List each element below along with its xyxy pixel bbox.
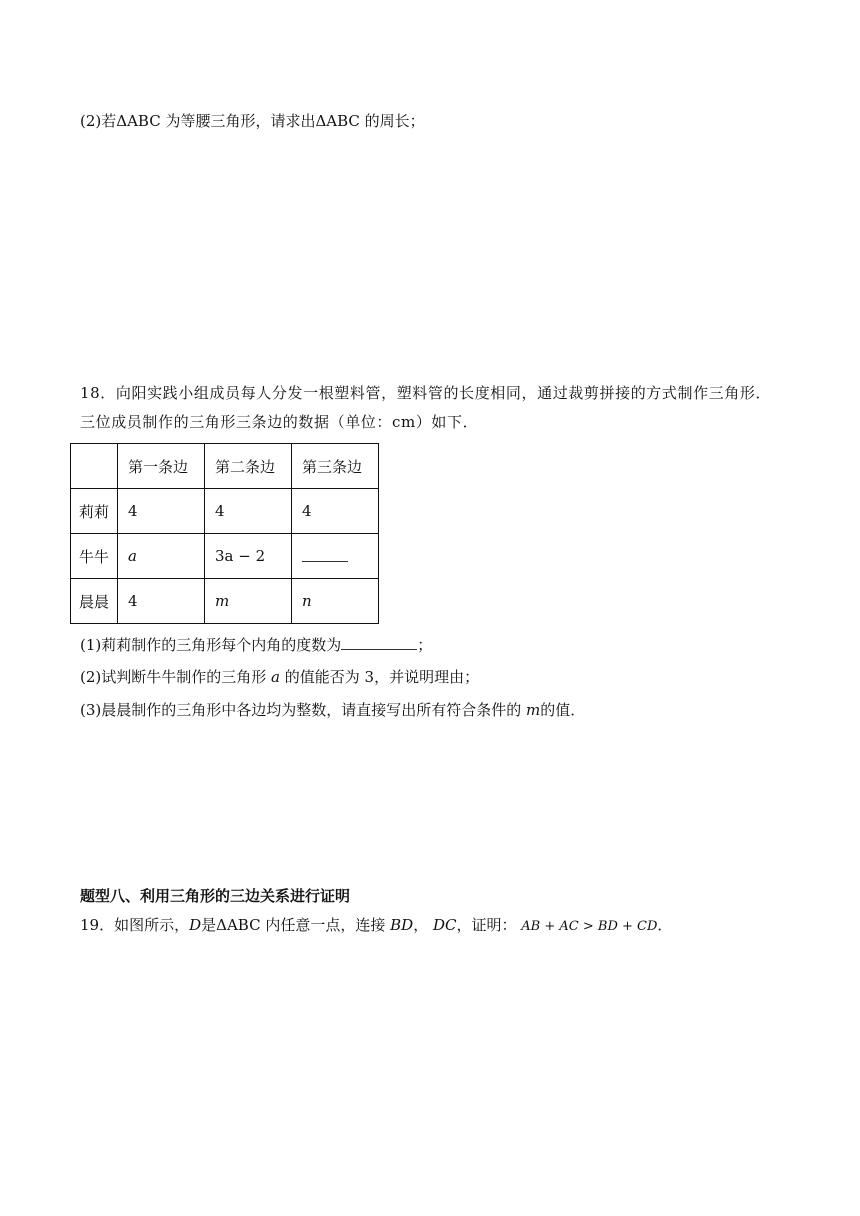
table-header-cell: 第三条边 [292,444,379,489]
q18-table [70,443,379,624]
table-cell: 3a − 2 [205,534,292,579]
q18-part2-end: 的值能否为 3，并说明理由； [284,668,480,686]
table-header-row [71,444,379,489]
q18-part3-text: (3)晨晨制作的三角形中各边均为整数，请直接写出所有符合条件的 [80,701,522,719]
table-cell: m [205,579,292,624]
q19-text: 是ΔABC 内任意一点，连接 [201,916,386,934]
q19-segment-dc: DC [432,916,457,934]
table-cell-blank [292,534,379,579]
table-cell: a [118,534,205,579]
q19-formula: AB + AC > BD + CD [521,919,658,934]
table-header-cell: 第一条边 [118,444,205,489]
q18-stem: 18．向阳实践小组成员每人分发一根塑料管，塑料管的长度相同，通过裁剪拼接的方式制作三角形．三位成员制作的三角形三条边的数据（单位：cm）如下． [80,384,772,431]
table-cell: 4 [118,579,205,624]
answer-blank [302,547,348,562]
table-row [71,534,379,579]
q17-part2: (2)若ΔABC 为等腰三角形，请求出ΔABC 的周长； [80,112,425,130]
q18-part1 [80,635,432,655]
section-heading: 题型八、利用三角形的三边关系进行证明 [80,887,351,905]
table-cell: 4 [205,489,292,534]
answer-blank [341,635,417,650]
q19-end: ． [657,916,673,934]
q18-part2 [80,667,479,687]
q19-point-d: D [189,916,202,934]
table-cell: 4 [292,489,379,534]
q19-stem [80,915,672,937]
table-cell-name: 晨晨 [71,579,118,624]
q19-sep: ，证明： [456,916,517,934]
table-cell: 4 [118,489,205,534]
q18-part1-text: (1)莉莉制作的三角形每个内角的度数为 [80,636,342,654]
q18-part3 [80,700,585,720]
q18-part3-var: m [526,701,541,719]
q18-part1-end: ； [417,636,433,654]
table-cell: n [292,579,379,624]
q18-part2-var: a [271,668,280,686]
table-cell-name: 莉莉 [71,489,118,534]
q18-part3-end: 的值． [540,701,586,719]
table-row [71,579,379,624]
q19-segment-bd: BD [390,916,414,934]
table-row [71,489,379,534]
table-cell-name: 牛牛 [71,534,118,579]
q19-sep: ， [413,916,429,934]
q19-number: 19．如图所示， [80,916,190,934]
q18-part2-text: (2)试判断牛牛制作的三角形 [80,668,267,686]
table-header-cell [71,444,118,489]
table-header-cell: 第二条边 [205,444,292,489]
